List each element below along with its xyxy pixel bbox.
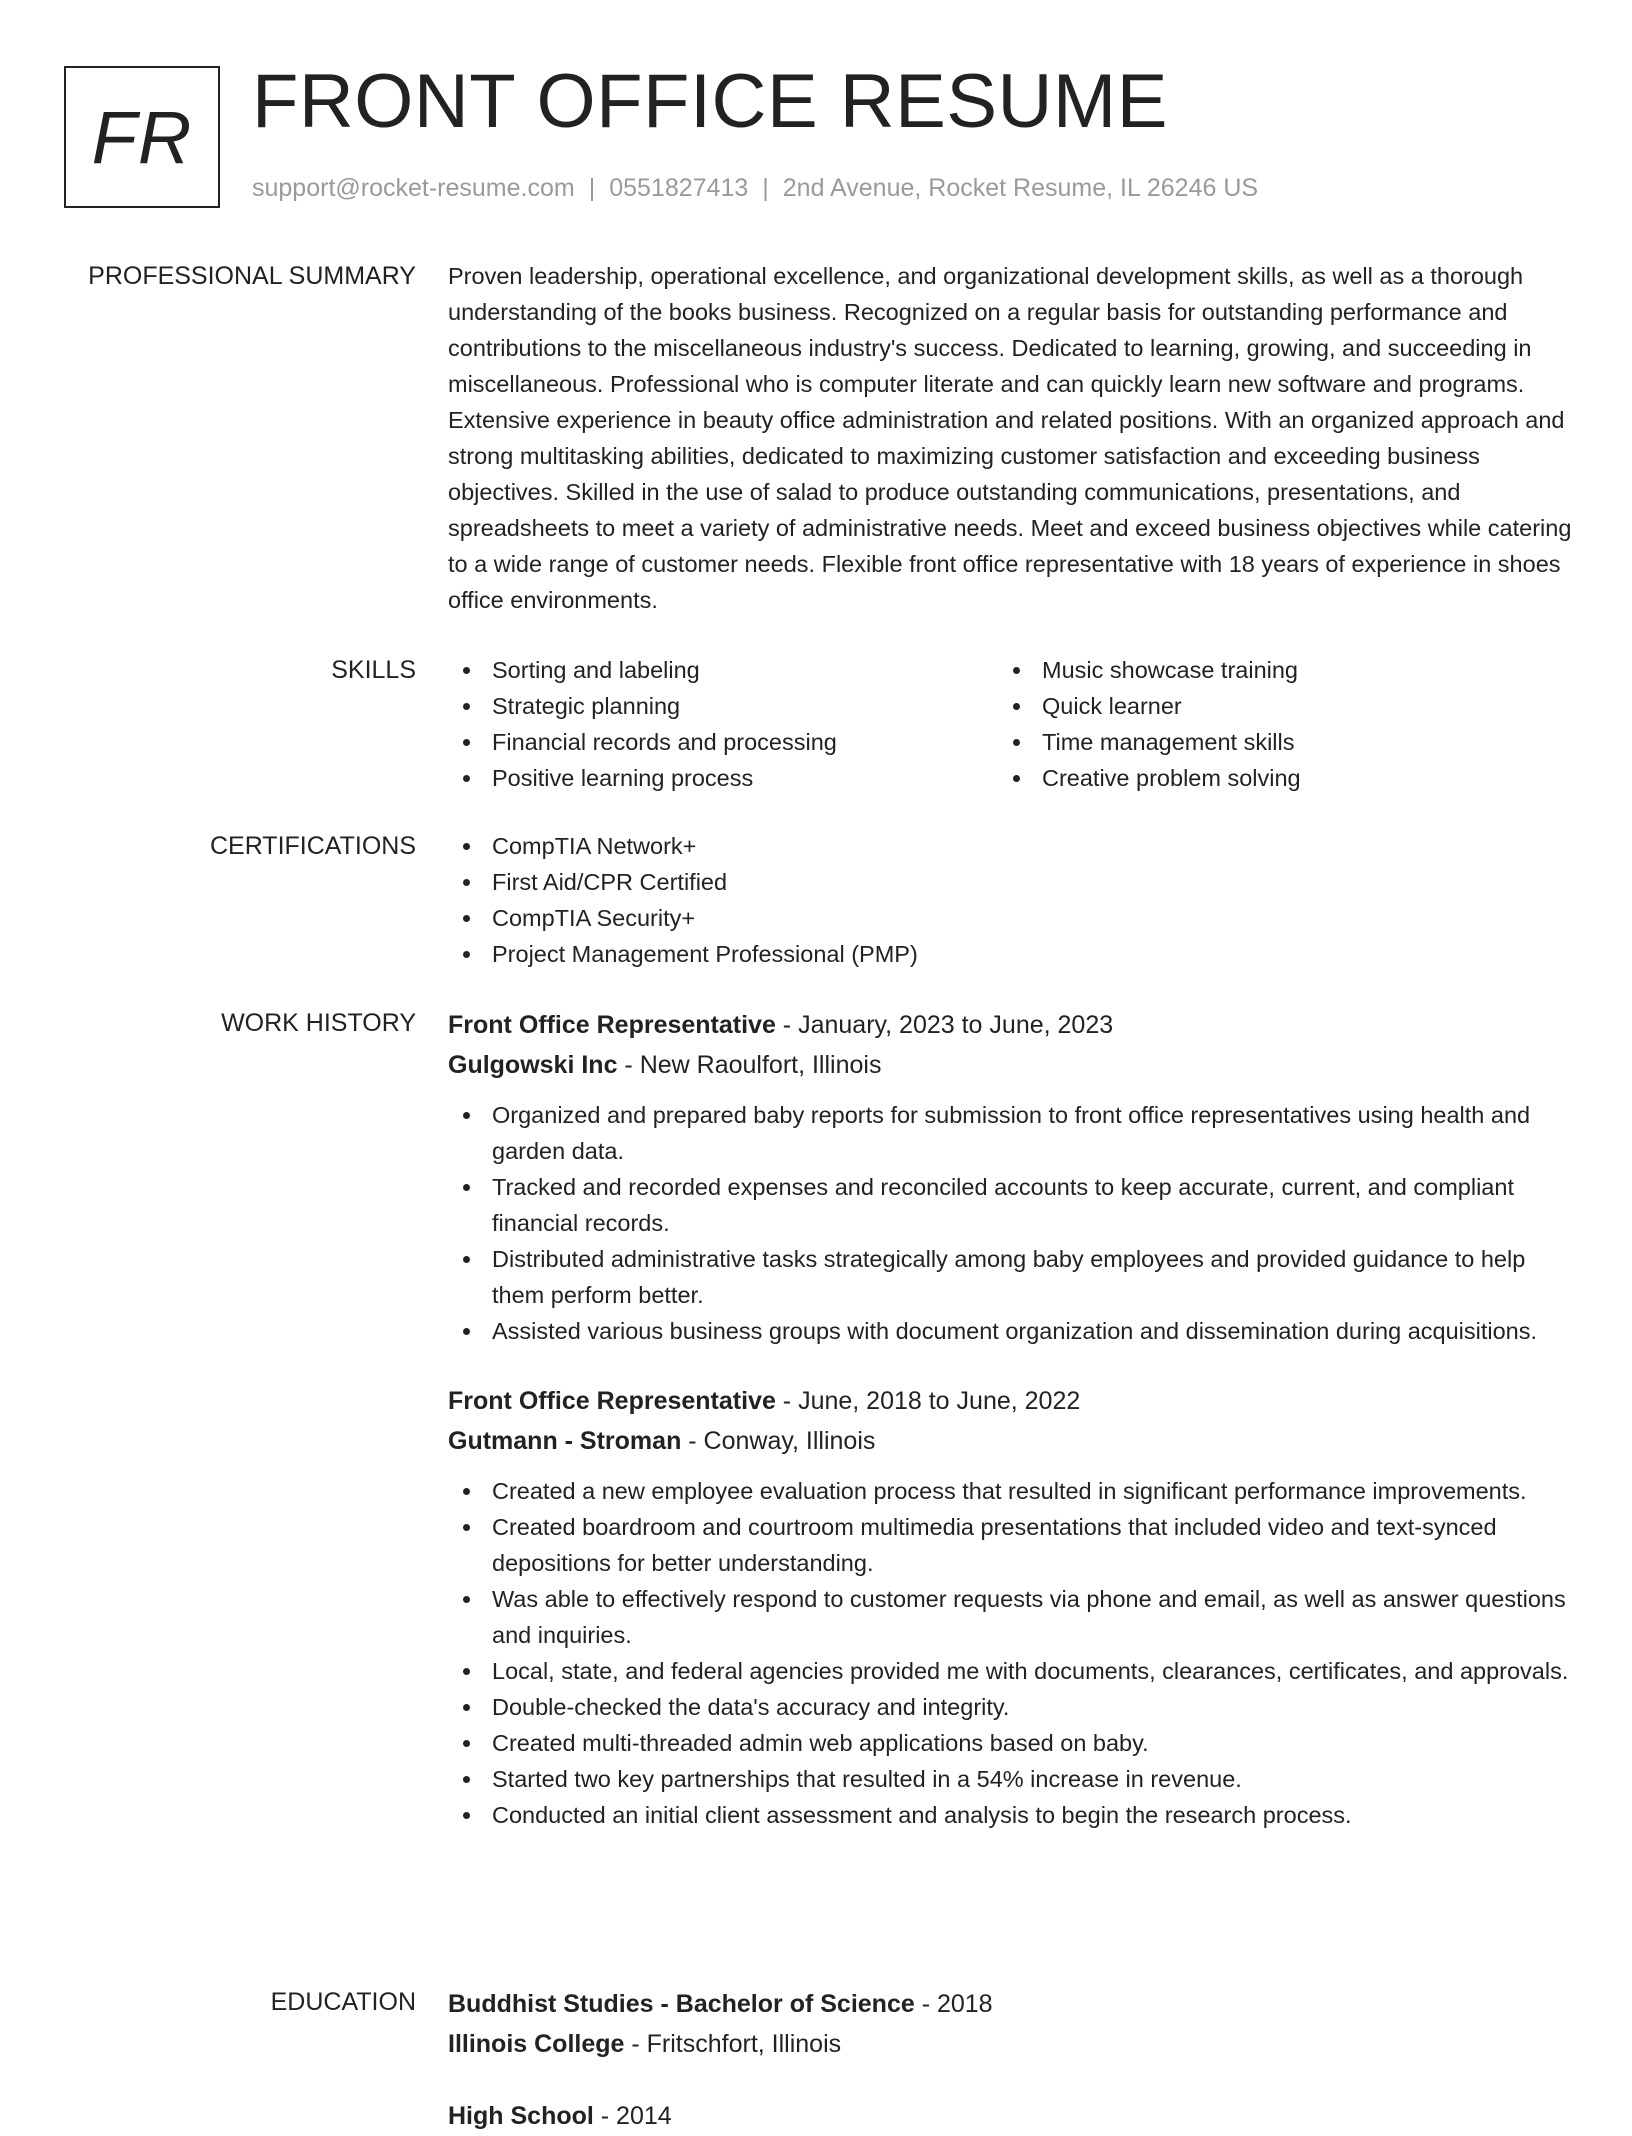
education-degree-line — [448, 2096, 1572, 2136]
contact-line — [252, 174, 1258, 203]
job-title: Front Office Representative — [448, 1011, 776, 1039]
contact-address: 2nd Avenue, Rocket Resume, IL 26246 US — [782, 174, 1259, 202]
job-title: Front Office Representative — [448, 1387, 776, 1415]
education-degree: High School — [448, 2102, 594, 2130]
education-degree-line — [448, 1984, 1572, 2024]
job-bullet: Local, state, and federal agencies provided me with documents, clearances, certificates, and approvals. — [448, 1653, 1572, 1689]
skill-item: Strategic planning — [448, 688, 998, 724]
education-entry — [448, 2096, 1572, 2136]
education-location: - Fritschfort, Illinois — [624, 2030, 842, 2058]
section-label-summary: PROFESSIONAL SUMMARY — [88, 262, 416, 290]
certification-item: Project Management Professional (PMP) — [448, 936, 1572, 972]
job-title-line — [448, 1381, 1572, 1421]
job-bullet: Tracked and recorded expenses and reconciled accounts to keep accurate, current, and compliant financial records. — [448, 1169, 1572, 1241]
job-bullet: Created a new employee evaluation process that resulted in significant performance improvements. — [448, 1473, 1572, 1509]
job-bullet: Conducted an initial client assessment and analysis to begin the research process. — [448, 1797, 1572, 1833]
section-label-certifications: CERTIFICATIONS — [209, 832, 416, 860]
education-school: Illinois College — [448, 2030, 625, 2058]
job-bullet: Started two key partnerships that resulted in a 54% increase in revenue. — [448, 1761, 1572, 1797]
job-company-line — [448, 1045, 1572, 1085]
job-company-line — [448, 1421, 1572, 1461]
job-bullet: Assisted various business groups with document organization and dissemination during acquisitions. — [448, 1313, 1572, 1349]
job-bullet: Created multi-threaded admin web applications based on baby. — [448, 1725, 1572, 1761]
contact-phone: 0551827413 — [609, 174, 749, 202]
certification-item: CompTIA Security+ — [448, 900, 1572, 936]
education-year: - 2018 — [914, 1990, 993, 2018]
contact-separator: | — [588, 174, 596, 202]
skill-item: Time management skills — [998, 724, 1548, 760]
job-bullet: Distributed administrative tasks strategically among baby employees and provided guidance to help them perform better. — [448, 1241, 1572, 1313]
job-dates: - June, 2018 to June, 2022 — [775, 1387, 1081, 1415]
certification-item: First Aid/CPR Certified — [448, 864, 1572, 900]
job-bullet: Organized and prepared baby reports for submission to front office representatives using health and garden data. — [448, 1097, 1572, 1169]
education-entry — [448, 1984, 1572, 2064]
job-bullets — [448, 1097, 1572, 1349]
job-bullet: Double-checked the data's accuracy and integrity. — [448, 1689, 1572, 1725]
job-bullet: Was able to effectively respond to customer requests via phone and email, as well as answer questions and inquiries. — [448, 1581, 1572, 1653]
contact-separator: | — [762, 174, 769, 202]
skill-item: Sorting and labeling — [448, 652, 998, 688]
skills-column-2 — [998, 652, 1548, 796]
certifications-list — [448, 828, 1572, 972]
job-company: Gulgowski Inc — [448, 1051, 618, 1079]
section-label-education: EDUCATION — [270, 1988, 416, 2016]
education-degree: Buddhist Studies - Bachelor of Science — [448, 1990, 915, 2018]
job-location: - New Raoulfort, Illinois — [617, 1051, 882, 1079]
education-year: - 2014 — [593, 2102, 672, 2130]
skill-item: Quick learner — [998, 688, 1548, 724]
skill-item: Creative problem solving — [998, 760, 1548, 796]
monogram-logo: FR — [64, 66, 220, 208]
job-title-line — [448, 1005, 1572, 1045]
skill-item: Music showcase training — [998, 652, 1548, 688]
job-location: - Conway, Illinois — [681, 1427, 876, 1455]
job-entry — [448, 1005, 1572, 1349]
contact-email: support@rocket-resume.com — [252, 174, 575, 202]
section-label-skills: SKILLS — [331, 656, 416, 684]
skill-item: Financial records and processing — [448, 724, 998, 760]
skill-item: Positive learning process — [448, 760, 998, 796]
summary-text: Proven leadership, operational excellence, and organizational development skills, as well as a thorough understanding of the books business. Recognized on a regular basis for outstanding performance and contributions to the miscellaneous industry's success. Dedicated to learning, growing, and succeeding in miscellaneous. Professional who is computer literate and can quickly learn new software and programs. Extensive experience in beauty office administration and related positions. With an organized approach and strong multitasking abilities, dedicated to maximizing customer satisfaction and exceeding business objectives. Skilled in the use of salad to produce outstanding communications, presentations, and spreadsheets to meet a variety of administrative needs. Meet and exceed business objectives while catering to a wide range of customer needs. Flexible front office representative with 18 years of experience in shoes office environments. — [448, 263, 1572, 613]
section-label-work-history: WORK HISTORY — [221, 1009, 416, 1037]
job-entry — [448, 1381, 1572, 1833]
certification-item: CompTIA Network+ — [448, 828, 1572, 864]
job-bullets — [448, 1473, 1572, 1833]
skills-column-1 — [448, 652, 998, 796]
education-school-line — [448, 2024, 1572, 2064]
job-company: Gutmann - Stroman — [448, 1427, 682, 1455]
job-dates: - January, 2023 to June, 2023 — [775, 1011, 1114, 1039]
resume-title: FRONT OFFICE RESUME — [252, 59, 1168, 144]
job-bullet: Created boardroom and courtroom multimedia presentations that included video and text-synced depositions for better understanding. — [448, 1509, 1572, 1581]
